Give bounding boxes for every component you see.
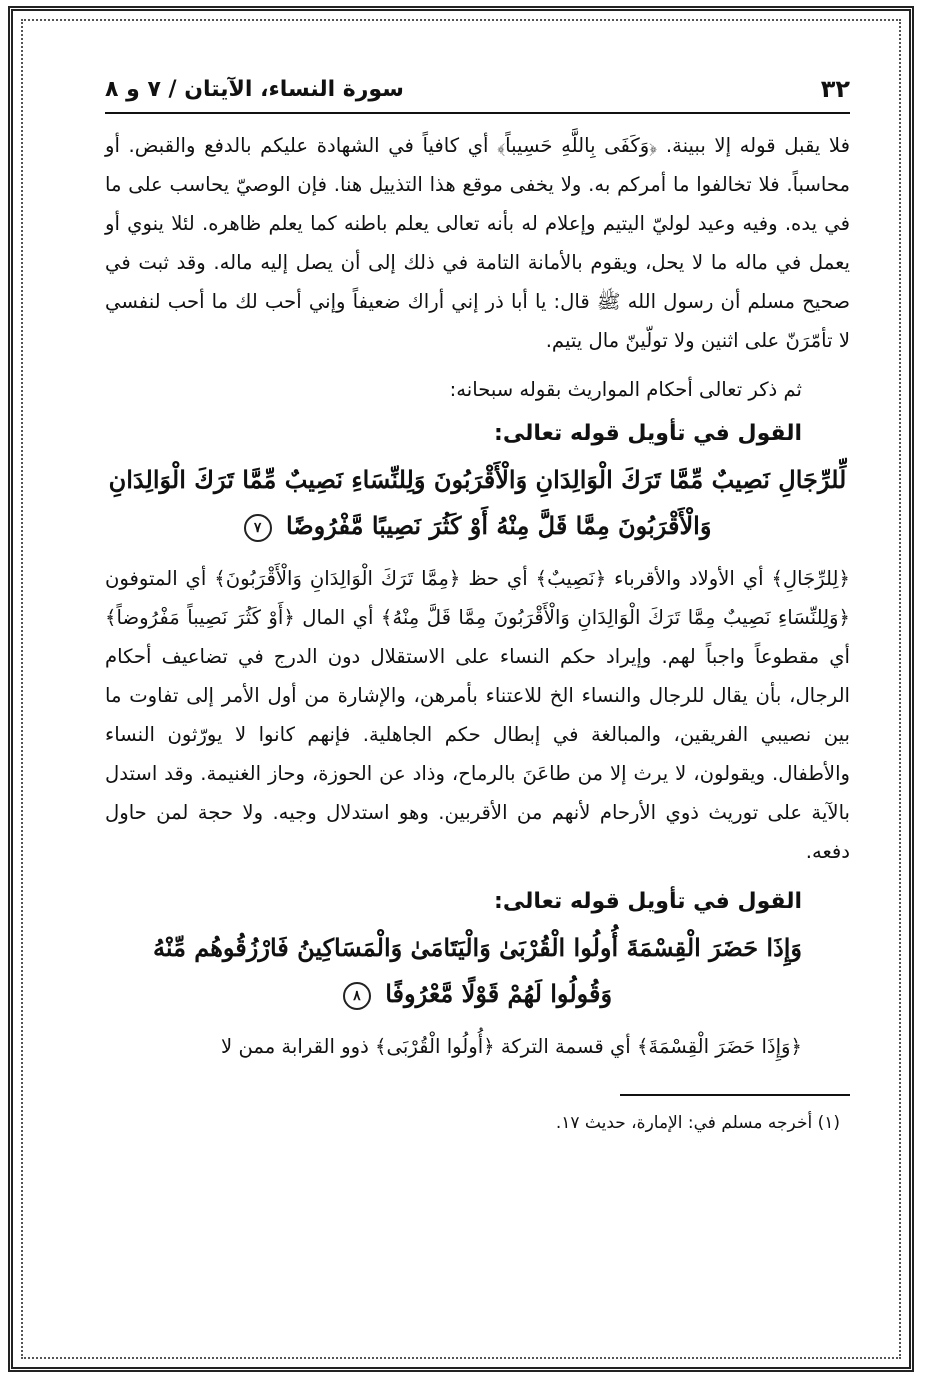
verse-7-line-1: لِّلرِّجَالِ نَصِيبٌ مِّمَّا تَرَكَ الْوَالِدَانِ وَالْأَقْرَبُونَ وَلِلنِّسَاءِ نَصِيبٌ مِّمَّا تَرَكَ الْوَالِدَانِ <box>108 465 847 494</box>
verse-7-line-2-text: وَالْأَقْرَبُونَ مِمَّا قَلَّ مِنْهُ أَوْ كَثُرَ نَصِيبًا مَّفْرُوضًا <box>285 511 712 540</box>
paragraph-4: ﴿وَإِذَا حَضَرَ الْقِسْمَةَ﴾ أي قسمة التركة ﴿أُولُوا الْقُرْبَى﴾ ذوو القرابة ممن لا <box>221 1035 802 1058</box>
section-heading-2: القول في تأويل قوله تعالى: <box>494 889 802 914</box>
footnote: (١) أخرجه مسلم في: الإمارة، حديث ١٧. <box>555 1113 840 1133</box>
header-rule <box>105 112 850 114</box>
section-heading-1: القول في تأويل قوله تعالى: <box>494 421 802 446</box>
page-number: ٣٢ <box>820 75 850 103</box>
ayah-number-8-marker: ٨ <box>343 982 371 1010</box>
running-header <box>105 70 850 108</box>
running-title: سورة النساء، الآيتان / ٧ و ٨ <box>105 76 404 102</box>
ayah-number-7-marker: ٧ <box>244 514 272 542</box>
verse-7-line-2 <box>105 503 850 549</box>
quran-verse-8 <box>105 925 850 1017</box>
footnote-rule <box>620 1094 850 1096</box>
paragraph-3: ﴿لِلرِّجَالِ﴾ أي الأولاد والأقرباء ﴿نَصِيبٌ﴾ أي حظ ﴿مِمَّا تَرَكَ الْوَالِدَانِ وَالْأَقْرَبُونَ﴾ أي المتوفون ﴿وَلِلنِّسَاءِ نَصِيبٌ مِمَّا تَرَكَ الْوَالِدَانِ وَالْأَقْرَبُونَ مِمَّا قَلَّ مِنْهُ﴾ أي المال ﴿أَوْ كَثُرَ نَصِيباً مَفْرُوضاً﴾ أي مقطوعاً واجباً لهم. وإيراد حكم النساء على الاستقلال دون الدرج في تضاعيف أحكام الرجال، بأن يقال للرجال والنساء الخ للاعتناء بأمرهن، والإشارة من أول الأمر إلى تفاوت ما بين نصيبي الفريقين، والمبالغة في إبطال حكم الجاهلية. فإنهم كانوا لا يورّثون النساء والأطفال. ويقولون، لا يرث إلا من طاعَنَ بالرماح، وذاد عن الحوزة، وحاز الغنيمة. وقد استدل بالآية على توريث ذوي الأرحام لأنهم من الأقربين. وهو استدلال وجيه. ولا حجة لمن حاول دفعه. <box>105 567 850 863</box>
verse-8-line-2 <box>105 971 850 1017</box>
quran-verse-7 <box>105 457 850 549</box>
verse-8-line-1: وَإِذَا حَضَرَ الْقِسْمَةَ أُولُوا الْقُرْبَىٰ وَالْيَتَامَىٰ وَالْمَسَاكِينُ فَارْزُقُوهُم مِّنْهُ <box>152 933 803 962</box>
paragraph-2: ثم ذكر تعالى أحكام المواريث بقوله سبحانه: <box>449 378 802 401</box>
paragraph-1: فلا يقبل قوله إلا ببينة. ﴿وَكَفَى بِاللَّهِ حَسِيباً﴾ أي كافياً في الشهادة عليكم بالدفع والقبض. أو محاسباً. فلا تخالفوا ما أمركم به. ولا يخفى موقع هذا التذييل هنا. فإن الوصيّ يحاسب على ما في يده. وفيه وعيد لوليّ اليتيم وإعلام له بأنه تعالى يعلم باطنه كما يعلم ظاهره. لئلا ينوي أو يعمل في ماله ما لا يحل، ويقوم بالأمانة التامة في ذلك إلى أن يصل إليه ماله. وقد ثبت في صحيح مسلم أن رسول الله ﷺ قال: يا أبا ذر إني أراك ضعيفاً وإني أحب لك ما أحب لنفسي لا تأمّرَنّ على اثنين ولا تولّينّ مال يتيم. <box>105 134 850 352</box>
verse-8-line-2-text: وَقُولُوا لَهُمْ قَوْلًا مَّعْرُوفًا <box>385 979 613 1008</box>
book-page <box>105 70 850 1138</box>
